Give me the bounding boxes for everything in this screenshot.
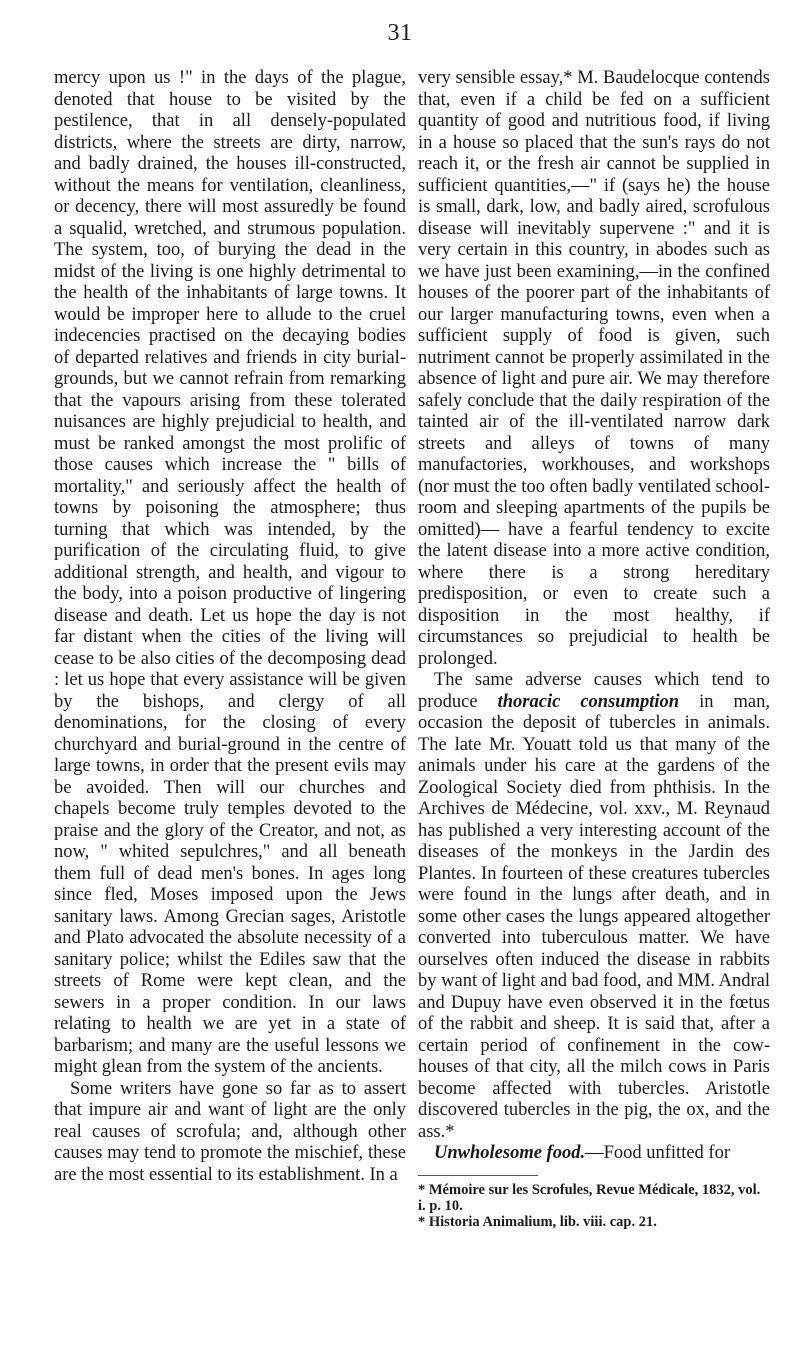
left-column [54,68,406,1186]
right-paragraph-3 [418,1143,770,1165]
right-paragraph-3-text: —Food unfitted for [585,1143,730,1163]
section-heading-unwholesome-food: Unwholesome food. [434,1143,586,1163]
page-number: 31 [387,20,413,46]
right-paragraph-2-text-b: in man, occasion the deposit of tubercles in animals. The late Mr. Youatt told us that many of the animals under his care at the gardens of the Zoological Society died from phthisis. In the Archives de Médecine, vol. xxv., M. Reynaud has published a very interesting account of the diseases of the monkeys in the Jardin des Plantes. In fourteen of these creatures tubercles were found in the lungs after death, and in some other cases the lungs appeared altogether converted into tuberculous matter. We have ourselves often induced the disease in rabbits by want of light and bad food, and MM. Andral and Dupuy have even observed it in the fœtus of the rabbit and sheep. It is said that, after a certain period of confinement in the cow-houses of that city, all the milch cows in Paris become affected with tubercles. Aristotle discovered tubercles in the pig, the ox, and the ass.* [418,691,770,1142]
right-paragraph-2 [418,670,770,1143]
footnote-divider [418,1175,538,1176]
footnote-1: * Mémoire sur les Scrofules, Revue Médicale, 1832, vol. i. p. 10. [418,1181,761,1214]
emphasis-thoracic-consumption: thoracic consumption [497,691,680,712]
left-paragraph-1: mercy upon us !" in the days of the plague, denoted that house to be visited by the pestilence, that in all densely-populated districts, where the streets are dirty, narrow, and badly drained, the houses ill-constructed, without the means for ventilation, cleanliness, or decency, there will most assuredly be found a squalid, wretched, and strumous population. The system, too, of burying the dead in the midst of the living is one highly detrimental to the health of the inhabitants of large towns. It would be improper here to allude to the cruel indecencies practised on the decaying bodies of departed relatives and friends in city burial-grounds, but we cannot refrain from remarking that the vapours arising from these tolerated nuisances are highly prejudicial to health, and must be ranked amongst the most prolific of those causes which increase the " bills of mortality," and seriously affect the health of towns by poisoning the atmosphere; thus turning that which was intended, by the purification of the circulating fluid, to give additional strength, and health, and vigour to the body, into a poison productive of lingering disease and death. Let us hope the day is not far distant when the cities of the living will cease to be also cities of the decomposing dead : let us hope that every assistance will be given by the bishops, and clergy of all denominations, for the closing of every churchyard and burial-ground in the centre of large towns, in order that the present evils may be avoided. Then will our churches and chapels become truly temples devoted to the praise and the glory of the Creator, and not, as now, " whited sepulchres," and all beneath them full of dead men's bones. In ages long since fled, Moses imposed upon the Jews sanitary laws. Among Grecian sages, Aristotle and Plato advocated the absolute necessity of a sanitary police; whilst the Ediles saw that the streets of Rome were kept clean, and the sewers in a proper condition. In our laws relating to health we are yet in a state of barbarism; and many are the useful lessons we might glean from the system of the ancients. [54,68,406,1077]
left-paragraph-2: Some writers have gone so far as to assert that impure air and want of light are the only real causes of scrofula; and, although other causes may tend to promote the mischief, these are the most essential to its establishment. In a [54,1078,406,1185]
right-paragraph-1: very sensible essay,* M. Baudelocque contends that, even if a child be fed on a sufficient quantity of good and nutritious food, if living in a house so placed that the sun's rays do not reach it, or the fresh air cannot be supplied in sufficient quantities,—" if (says he) the house is small, dark, low, and badly aired, scrofulous disease will inevitably supervene :" and it is very certain in this country, in abodes such as we have just been examining,—in the confined houses of the poorer part of the inhabitants of our larger manufacturing towns, even when a sufficient supply of food is given, such nutriment cannot be properly assimilated in the absence of light and pure air. We may therefore safely conclude that the daily respiration of the tainted air of the ill-ventilated narrow dark streets and alleys of towns of many manufactories, workhouses, and workshops (nor must the too often badly ventilated school-room and sleeping apartments of the pupils be omitted)— have a fearful tendency to excite the latent disease into a more active condition, where there is a strong hereditary predisposition, or even to create such a disposition in the most healthy, if circumstances so prejudicial to health be prolonged. [418,68,770,669]
right-column [418,68,770,1230]
footnotes [418,1182,770,1230]
right-paragraph-2-text-a: The same adverse causes which tend to produce [418,670,770,712]
footnote-2: * Historia Animalium, lib. viii. cap. 21. [418,1213,657,1230]
